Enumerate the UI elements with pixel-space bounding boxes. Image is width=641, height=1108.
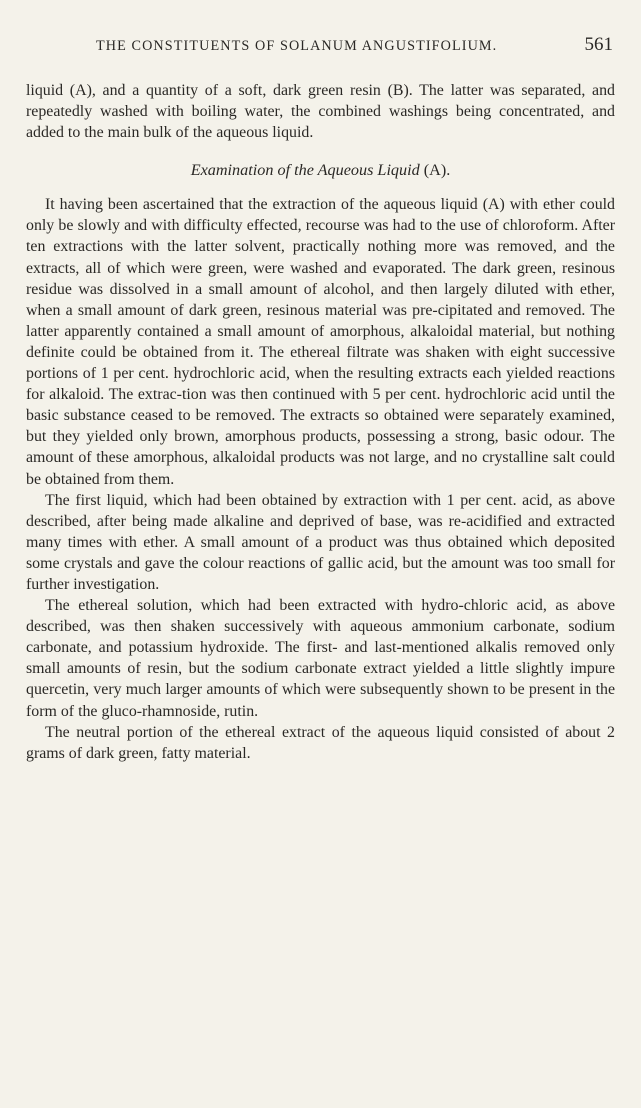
running-head [24, 34, 617, 60]
running-title: THE CONSTITUENTS OF SOLANUM ANGUSTIFOLIUM. [96, 38, 498, 54]
page-number: 561 [584, 34, 613, 55]
paragraph: The neutral portion of the ethereal extract of the aqueous liquid consisted of about 2 grams of dark green, fatty material. [26, 723, 615, 762]
paragraph: The first liquid, which had been obtained by extraction with 1 per cent. acid, as above described, after being made alkaline and deprived of base, was re-acidified and extracted many times with ether. A small amount of a product was thus obtained which deposited some crystals and gave the colour reactions of gallic acid, but the amount was too small for further investigation. [26, 491, 615, 593]
section-heading-suffix: (A). [423, 161, 451, 180]
paragraph: It having been ascertained that the extraction of the aqueous liquid (A) with ether could only be slowly and with difficulty effected, recourse was had to the use of chloroform. After ten extractions with the latter solvent, practically nothing more was removed, and the extracts, all of which were green, were washed and evaporated. The dark green, resinous residue was dissolved in a small amount of alcohol, and then largely diluted with ether, when a small amount of dark green, resinous material was pre-cipitated and removed. The latter apparently contained a small amount of amorphous, alkaloidal material, but nothing definite could be obtained from it. The ethereal filtrate was shaken with eight successive portions of 1 per cent. hydrochloric acid, when the resulting extracts each yielded reactions for alkaloid. The extrac-tion was then continued with 5 per cent. hydrochloric acid until the basic substance ceased to be removed. The extracts so obtained were separately examined, but they yielded only brown, amorphous products, possessing a strong, basic odour. The amount of these amorphous, alkaloidal products was not large, and no crystalline salt could be obtained from them. [26, 196, 615, 488]
section-heading-title: Examination of the Aqueous Liquid [190, 161, 420, 180]
paragraph: The ethereal solution, which had been extracted with hydro-chloric acid, as above described, was then shaken successively with aqueous ammonium carbonate, sodium carbonate, and potassium hydroxide. The first- and last-mentioned alkalis removed only small amounts of resin, but the sodium carbonate extract yielded a little slightly impure quercetin, very much larger amounts of which were subsequently shown to be present in the form of the gluco-rhamnoside, rutin. [26, 597, 615, 720]
section-heading [26, 159, 615, 181]
paragraph-intro: liquid (A), and a quantity of a soft, dark green resin (B). The latter was separated, and repeatedly washed with boiling water, the combined washings being concentrated, and added to the main bulk of the aqueous liquid. [26, 82, 615, 142]
body-text [26, 80, 615, 764]
